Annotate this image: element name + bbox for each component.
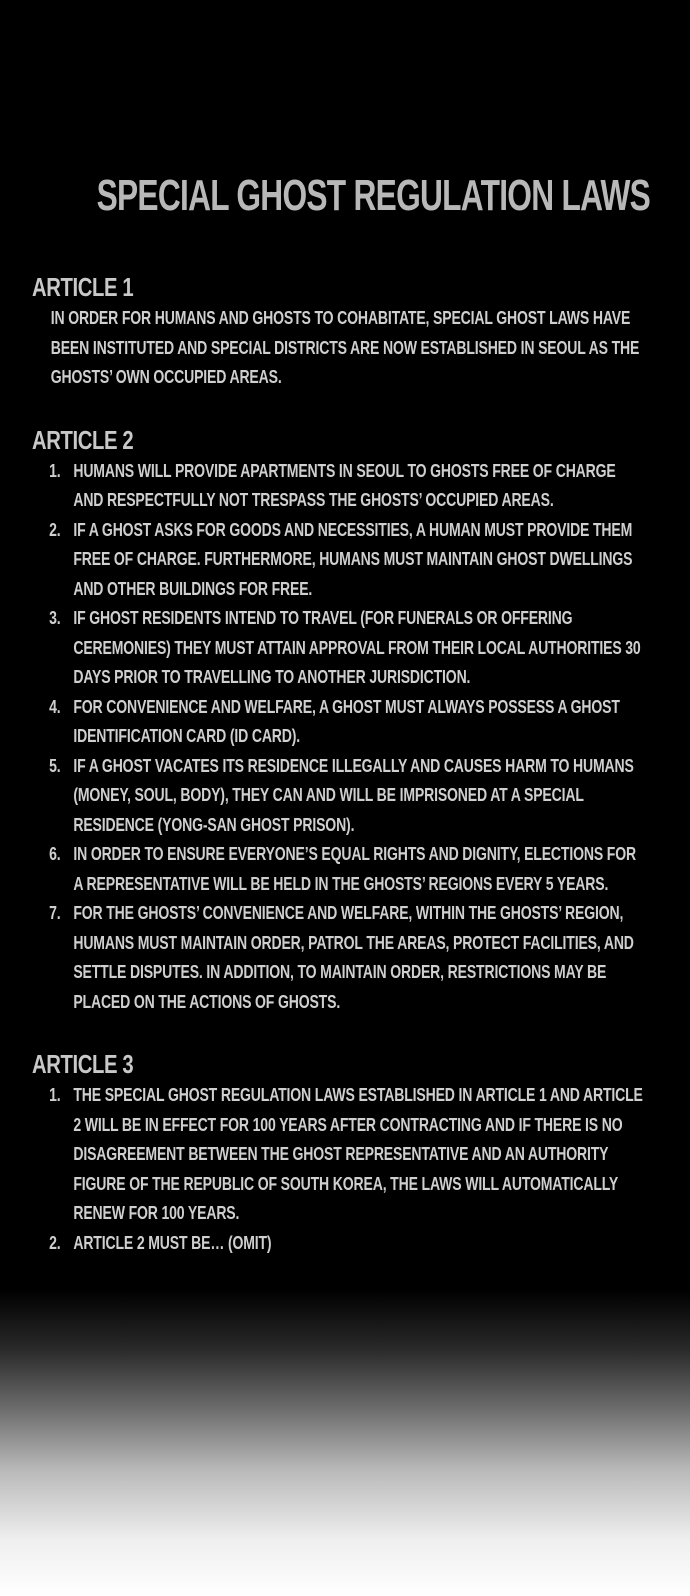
article-2 [32,423,662,1018]
list-item-number: 7. [49,903,61,923]
list-item-number: 5. [49,755,61,776]
list-item-text: THE SPECIAL GHOST REGULATION LAWS ESTABLISHED IN ARTICLE 1 AND ARTICLE 2 WILL BE IN EFFECT FOR 100 YEARS AFTER CONTRACTING AND IF THERE IS NO DISAGREEMENT BETWEEN THE GHOST REPRESENTATIVE AND AN AUTHORITY FIGURE OF THE REPUBLIC OF SOUTH KOREA, THE LAWS WILL AUTOMATICALLY RENEW FOR 100 YEARS. [73,1085,643,1223]
article-text: IN ORDER FOR HUMANS AND GHOSTS TO COHABITATE, SPECIAL GHOST LAWS HAVE BEEN INSTITUTED AND SPECIAL DISTRICTS ARE NOW ESTABLISHED IN SEOUL AS THE GHOSTS’ OWN OCCUPIED AREAS. [50,308,640,387]
article-3 [32,1047,662,1258]
article-list-wrapper [32,457,648,1018]
list-item-number: 3. [49,608,61,628]
list-item-number: 6. [49,844,61,864]
list-item-number: 1. [49,460,61,481]
list-item-text: FOR CONVENIENCE AND WELFARE, A GHOST MUST ALWAYS POSSESS A GHOST IDENTIFICATION CARD (ID CARD). [73,696,620,746]
list-item-text: ARTICLE 2 MUST BE… (OMIT) [73,1232,272,1253]
page-title: SPECIAL GHOST REGULATION LAWS [96,171,651,220]
article-1 [32,270,662,393]
articles-container [32,270,662,1258]
list-item-text: FOR THE GHOSTS’ CONVENIENCE AND WELFARE, WITHIN THE GHOSTS’ REGION, HUMANS MUST MAINTAIN ORDER, PATROL THE AREAS, PROTECT FACILITIES, AND SETTLE DISPUTES. IN ADDITION, TO MAINTAIN ORDER, RESTRICTIONS MAY BE PLACED ON THE ACTIONS OF GHOSTS. [73,903,634,1012]
list-item-text: IF A GHOST ASKS FOR GOODS AND NECESSITIES, A HUMAN MUST PROVIDE THEM FREE OF CHARGE. FURTHERMORE, HUMANS MUST MAINTAIN GHOST DWELLINGS AND OTHER BUILDINGS FOR FREE. [73,519,633,599]
article-list [32,457,648,1018]
list-item-text: IN ORDER TO ENSURE EVERYONE’S EQUAL RIGHTS AND DIGNITY, ELECTIONS FOR A REPRESENTATIVE WILL BE HELD IN THE GHOSTS’ REGIONS EVERY 5 YEARS. [73,844,636,894]
list-item-text: HUMANS WILL PROVIDE APARTMENTS IN SEOUL TO GHOSTS FREE OF CHARGE AND RESPECTFULLY NOT TRESPASS THE GHOSTS’ OCCUPIED AREAS. [73,460,616,510]
list-item [49,1081,648,1229]
list-item-number: 4. [49,696,61,717]
list-item [49,899,648,1017]
list-item-number: 2. [49,1232,61,1253]
article-list [32,1081,648,1258]
list-item-number: 1. [49,1085,61,1105]
list-item [49,604,648,693]
list-item [49,516,648,605]
list-item-text: IF GHOST RESIDENTS INTEND TO TRAVEL (FOR FUNERALS OR OFFERING CEREMONIES) THEY MUST ATTAIN APPROVAL FROM THEIR LOCAL AUTHORITIES 30 DAYS PRIOR TO TRAVELLING TO ANOTHER JURISDICTION. [73,608,641,687]
list-item [49,693,648,752]
list-item [49,1229,648,1259]
article-heading: ARTICLE 1 [32,272,134,302]
list-item [49,457,648,516]
list-item [49,752,648,841]
article-list-wrapper [32,1081,648,1258]
list-item-number: 2. [49,519,61,540]
list-item-text: IF A GHOST VACATES ITS RESIDENCE ILLEGALLY AND CAUSES HARM TO HUMANS (MONEY, SOUL, BODY), THEY CAN AND WILL BE IMPRISONED AT A SPECIAL RESIDENCE (YONG-SAN GHOST PRISON). [73,755,634,835]
article-heading: ARTICLE 2 [32,424,134,455]
article-heading: ARTICLE 3 [32,1049,134,1079]
list-item [49,840,648,899]
